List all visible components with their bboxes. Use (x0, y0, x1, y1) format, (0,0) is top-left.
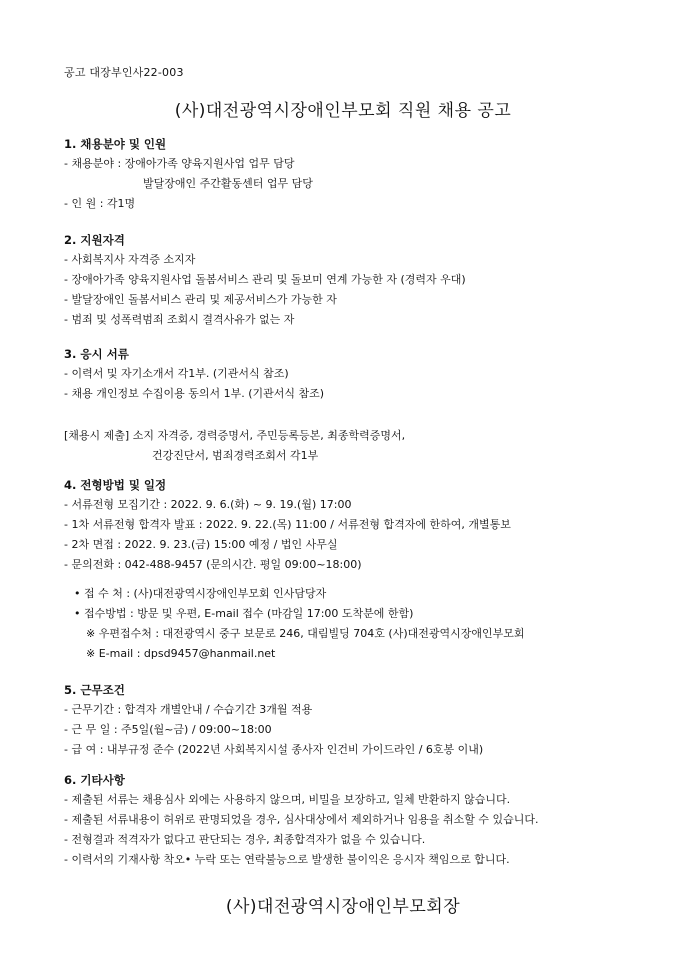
method-line: • 접수방법 : 방문 및 우편, E-mail 접수 (마감일 17:00 도착분에 한함) (74, 607, 414, 620)
receiver-line: • 접 수 처 : (사)대전광역시장애인부모회 인사담당자 (74, 587, 327, 600)
list-item: - 근 무 일 : 주5일(월~금) / 09:00~18:00 (64, 723, 272, 736)
list-item: - 서류전형 모집기간 : 2022. 9. 6.(화) ~ 9. 19.(월) 17:00 (64, 498, 352, 511)
list-item: - 이력서의 기재사항 착오• 누락 또는 연락불능으로 발생한 불이익은 응시자 책임으로 합니다. (64, 853, 510, 866)
section-title: 3. 응시 서류 (64, 347, 129, 361)
submission-line: [채용시 제출] 소지 자격증, 경력증명서, 주민등록등본, 최종학력증명서, (64, 429, 406, 442)
list-item: - 급 여 : 내부규정 준수 (2022년 사회복지시설 종사자 인건비 가이드라인 / 6호봉 이내) (64, 743, 484, 756)
list-item: - 전형결과 적격자가 없다고 판단되는 경우, 최종합격자가 없을 수 있습니다. (64, 833, 426, 846)
field-line: - 채용분야 : 장애아가족 양육지원사업 업무 담당 (64, 157, 295, 170)
section-qualifications (64, 230, 664, 330)
email-line: ※ E-mail : dpsd9457@hanmail.net (86, 647, 276, 660)
list-item: - 사회복지사 자격증 소지자 (64, 253, 196, 266)
page-title: (사)대전광역시장애인부모회 직원 채용 공고 (174, 101, 512, 121)
signature-organization: (사)대전광역시장애인부모회장 (225, 897, 461, 917)
section-recruitment-field (64, 134, 664, 214)
list-item: - 범죄 및 성폭력범죄 조회시 결격사유가 없는 자 (64, 313, 295, 326)
list-item: - 2차 면접 : 2022. 9. 23.(금) 15:00 예정 / 법인 사무실 (64, 538, 338, 551)
section-conditions (64, 680, 664, 760)
submission-line: 건강진단서, 범죄경력조회서 각1부 (152, 449, 319, 462)
section-documents (64, 344, 664, 404)
field-line: 발달장애인 주간활동센터 업무 담당 (143, 177, 313, 190)
section-title: 6. 기타사항 (64, 773, 125, 787)
section-title: 1. 채용분야 및 인원 (64, 137, 167, 151)
section-title: 4. 전형방법 및 일정 (64, 478, 167, 492)
section-schedule (64, 475, 664, 575)
postal-address-line: ※ 우편접수처 : 대전광역시 중구 보문로 246, 대림빌딩 704호 (사)대전광역시장애인부모회 (86, 627, 525, 640)
section-other (64, 770, 664, 870)
list-item: - 제출된 서류는 채용심사 외에는 사용하지 않으며, 비밀을 보장하고, 일체 반환하지 않습니다. (64, 793, 511, 806)
list-item: - 발달장애인 돌봄서비스 관리 및 제공서비스가 가능한 자 (64, 293, 337, 306)
list-item: - 제출된 서류내용이 허위로 판명되었을 경우, 심사대상에서 제외하거나 임용을 취소할 수 있습니다. (64, 813, 539, 826)
application-info (64, 584, 664, 664)
submission-documents (64, 426, 664, 466)
list-item: - 근무기간 : 합격자 개별안내 / 수습기간 3개월 적용 (64, 703, 313, 716)
list-item: - 채용 개인정보 수집이용 동의서 1부. (기관서식 참조) (64, 387, 325, 400)
list-item: - 이력서 및 자기소개서 각1부. (기관서식 참조) (64, 367, 289, 380)
notice-number: 공고 대장부인사22-003 (64, 66, 184, 79)
headcount-line: - 인 원 : 각1명 (64, 197, 136, 210)
section-title: 2. 지원자격 (64, 233, 125, 247)
section-title: 5. 근무조건 (64, 683, 125, 697)
list-item: - 장애아가족 양육지원사업 돌봄서비스 관리 및 돌보미 연계 가능한 자 (경력자 우대) (64, 273, 466, 286)
list-item: - 문의전화 : 042-488-9457 (문의시간. 평일 09:00~18:00) (64, 558, 362, 571)
list-item: - 1차 서류전형 합격자 발표 : 2022. 9. 22.(목) 11:00 / 서류전형 합격자에 한하여, 개별통보 (64, 518, 511, 531)
